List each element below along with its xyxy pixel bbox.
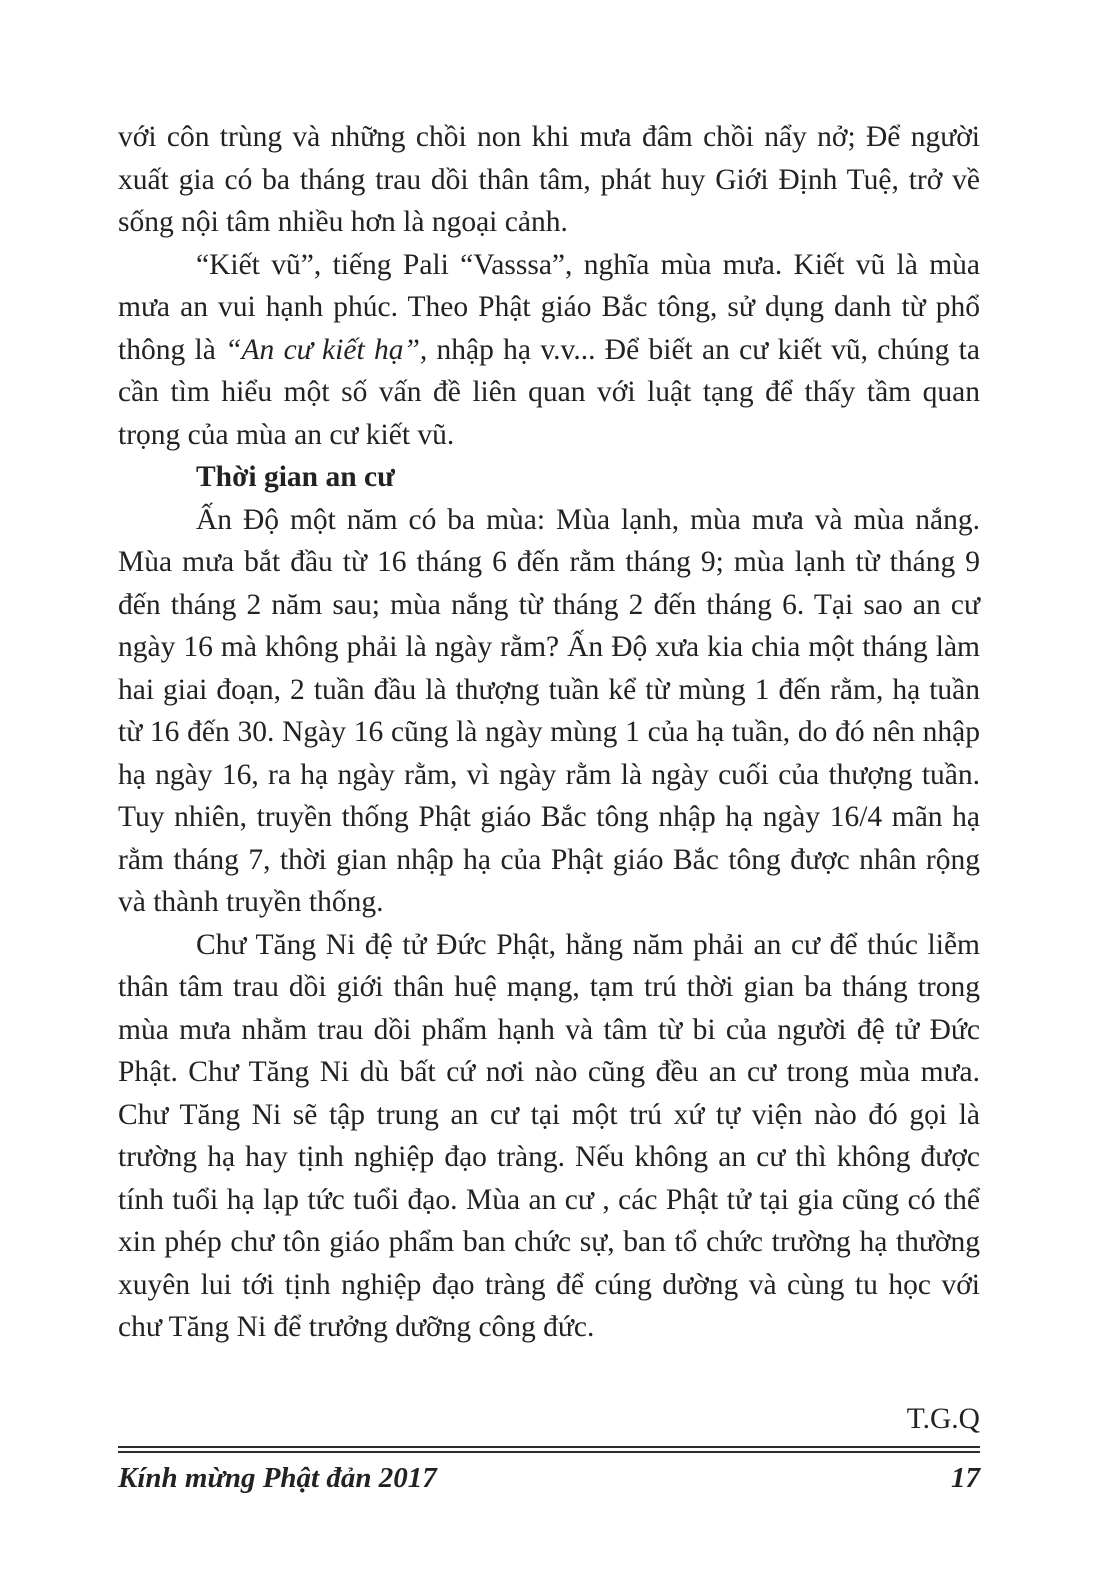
- article-body: [118, 116, 980, 1349]
- footer-rule-top: [118, 1446, 980, 1448]
- paragraph-monastics: Chư Tăng Ni đệ tử Đức Phật, hằng năm phải an cư để thúc liễm thân tâm trau dồi giới thân huệ mạng, tạm trú thời gian ba tháng trong mùa mưa nhằm trau dồi phẩm hạnh và tâm từ bi của người đệ tử Đức Phật. Chư Tăng Ni dù bất cứ nơi nào cũng đều an cư trong mùa mưa. Chư Tăng Ni sẽ tập trung an cư tại một trú xứ tự viện nào đó gọi là trường hạ hay tịnh nghiệp đạo tràng. Nếu không an cư thì không được tính tuổi hạ lạp tức tuổi đạo. Mùa an cư , các Phật tử tại gia cũng có thể xin phép chư tôn giáo phẩm ban chức sự, ban tổ chức trường hạ thường xuyên lui tới tịnh nghiệp đạo tràng để cúng dường và cùng tu học với chư Tăng Ni để trưởng dưỡng công đức.: [118, 928, 980, 1343]
- page-footer: [118, 1458, 980, 1498]
- paragraph-continuation: với côn trùng và những chồi non khi mưa đâm chồi nẩy nở; Để người xuất gia có ba tháng trau dồi thân tâm, phát huy Giới Định Tuệ, trở về sống nội tâm nhiều hơn là ngoại cảnh.: [118, 121, 980, 238]
- paragraph-kiet-vu: [118, 244, 980, 457]
- paragraph-seasons: Ấn Độ một năm có ba mùa: Mùa lạnh, mùa mưa và mùa nắng. Mùa mưa bắt đầu từ 16 tháng 6 đến rằm tháng 9; mùa lạnh từ tháng 9 đến tháng 2 năm sau; mùa nắng từ tháng 2 đến tháng 6. Tại sao an cư ngày 16 mà không phải là ngày rằm? Ấn Độ xưa kia chia một tháng làm hai giai đoạn, 2 tuần đầu là thượng tuần kể từ mùng 1 đến rằm, hạ tuần từ 16 đến 30. Ngày 16 cũng là ngày mùng 1 của hạ tuần, do đó nên nhập hạ ngày 16, ra hạ ngày rằm, vì ngày rằm là ngày cuối của thượng tuần. Tuy nhiên, truyền thống Phật giáo Bắc tông nhập hạ ngày 16/4 mãn hạ rằm tháng 7, thời gian nhập hạ của Phật giáo Bắc tông được nhân rộng và thành truyền thống.: [118, 503, 980, 918]
- paragraph-kiet-vu-text-2: nhập hạ v.v... Để biết an cư kiết vũ, chúng ta cần tìm hiểu một số vấn đề liên quan với luật tạng để thấy tầm quan trọng của mùa an cư kiết vũ.: [118, 333, 980, 451]
- footer-rule-bottom: [118, 1451, 980, 1453]
- author-signature: T.G.Q: [906, 1403, 980, 1435]
- section-heading: Thời gian an cư: [196, 461, 395, 493]
- page-number: 17: [951, 1462, 980, 1494]
- paragraph-kiet-vu-text-1: “Kiết vũ”, tiếng Pali “Vasssa”, nghĩa mùa mưa. Kiết vũ là mùa mưa an vui hạnh phúc. Theo Phật giáo Bắc tông, sử dụng danh từ phổ thông là: [118, 248, 980, 366]
- italic-term: “An cư kiết hạ”,: [225, 333, 428, 366]
- footer-title: Kính mừng Phật đản 2017: [118, 1462, 437, 1494]
